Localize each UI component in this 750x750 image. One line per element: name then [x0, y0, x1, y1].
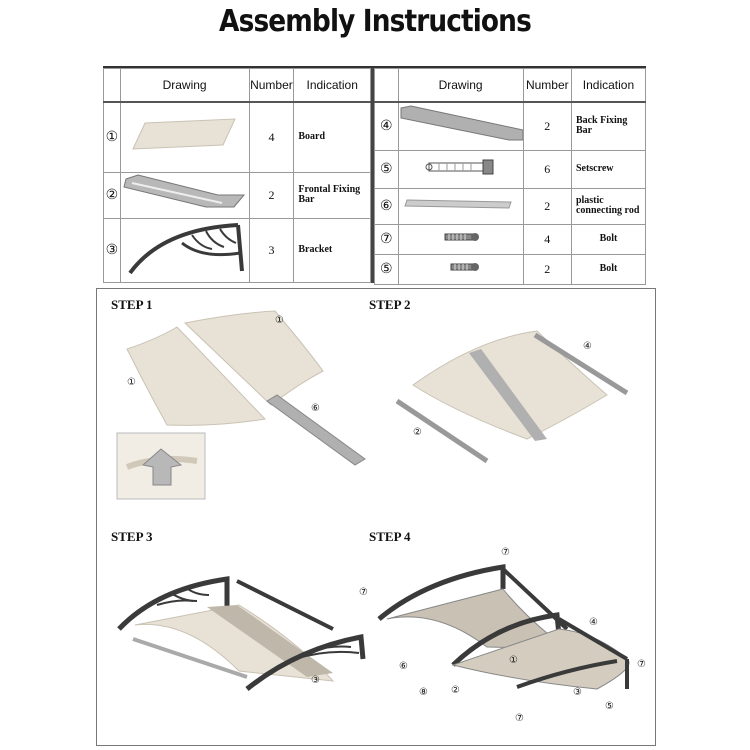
steps-illustration: [97, 289, 655, 745]
callout: ①: [509, 655, 518, 666]
callout: ②: [413, 427, 422, 438]
step-4-label: STEP 4: [369, 529, 411, 544]
table-row: [104, 218, 371, 282]
row-indication: Board: [294, 102, 371, 172]
back-bar-icon: [398, 102, 523, 150]
parts-table-left: [103, 68, 371, 283]
header-drawing: Drawing: [398, 69, 523, 103]
row-indication: Bolt: [571, 254, 645, 284]
connecting-rod-icon: [398, 188, 523, 224]
bolt-icon: [398, 224, 523, 254]
row-indication: Frontal Fixing Bar: [294, 172, 371, 218]
header-number: Number: [249, 69, 294, 103]
row-index: ④: [375, 102, 399, 150]
header-number: Number: [523, 69, 571, 103]
table-row: [375, 150, 646, 188]
row-number: 2: [523, 188, 571, 224]
row-indication: Bracket: [294, 218, 371, 282]
table-row: [375, 254, 646, 284]
table-row: [375, 188, 646, 224]
bracket-icon: [120, 218, 249, 282]
row-index: ⑤: [375, 150, 399, 188]
page-title: Assembly Instructions: [219, 4, 531, 39]
table-row: [104, 102, 371, 172]
row-indication: plastic connecting rod: [571, 188, 645, 224]
row-indication: Bolt: [571, 224, 645, 254]
row-number: 4: [523, 224, 571, 254]
callout: ⑦: [359, 587, 368, 598]
callout: ④: [583, 341, 592, 352]
step-4-drawing: [379, 567, 629, 689]
board-icon: [120, 102, 249, 172]
callout: ⑧: [419, 687, 428, 698]
callout: ③: [573, 687, 582, 698]
row-indication: Setscrew: [571, 150, 645, 188]
callout: ②: [451, 685, 460, 696]
row-index: ⑤: [375, 254, 399, 284]
callout: ⑥: [399, 661, 408, 672]
row-indication: Back Fixing Bar: [571, 102, 645, 150]
parts-table-right: [374, 68, 646, 285]
step-1-drawing: [117, 311, 365, 499]
callout: ⑥: [311, 403, 320, 414]
callout: ⑤: [605, 701, 614, 712]
row-index: ⑥: [375, 188, 399, 224]
row-index: ③: [104, 218, 121, 282]
frontal-bar-icon: [120, 172, 249, 218]
callout: ④: [589, 617, 598, 628]
row-number: 6: [523, 150, 571, 188]
step-3-drawing: [119, 579, 363, 689]
row-number: 2: [523, 254, 571, 284]
table-row: [375, 102, 646, 150]
header-indication: Indication: [571, 69, 645, 103]
step-3-label: STEP 3: [111, 529, 153, 544]
parts-table: [103, 66, 646, 283]
callout: ⑦: [515, 713, 524, 724]
step-2-drawing: [397, 331, 627, 461]
setscrew-icon: [398, 150, 523, 188]
row-index: ②: [104, 172, 121, 218]
steps-panel: [96, 288, 656, 746]
callout: ⑦: [501, 547, 510, 558]
table-row: [375, 224, 646, 254]
step-2-label: STEP 2: [369, 297, 411, 312]
step-1-label: STEP 1: [111, 297, 153, 312]
row-index: ⑦: [375, 224, 399, 254]
callout: ①: [127, 377, 136, 388]
header-drawing: Drawing: [120, 69, 249, 103]
callout: ⑦: [637, 659, 646, 670]
bolt-icon: [398, 254, 523, 284]
row-index: ①: [104, 102, 121, 172]
row-number: 2: [249, 172, 294, 218]
header-indication: Indication: [294, 69, 371, 103]
callout: ③: [311, 675, 320, 686]
row-number: 3: [249, 218, 294, 282]
row-number: 4: [249, 102, 294, 172]
callout: ①: [275, 315, 284, 326]
table-row: [104, 172, 371, 218]
row-number: 2: [523, 102, 571, 150]
